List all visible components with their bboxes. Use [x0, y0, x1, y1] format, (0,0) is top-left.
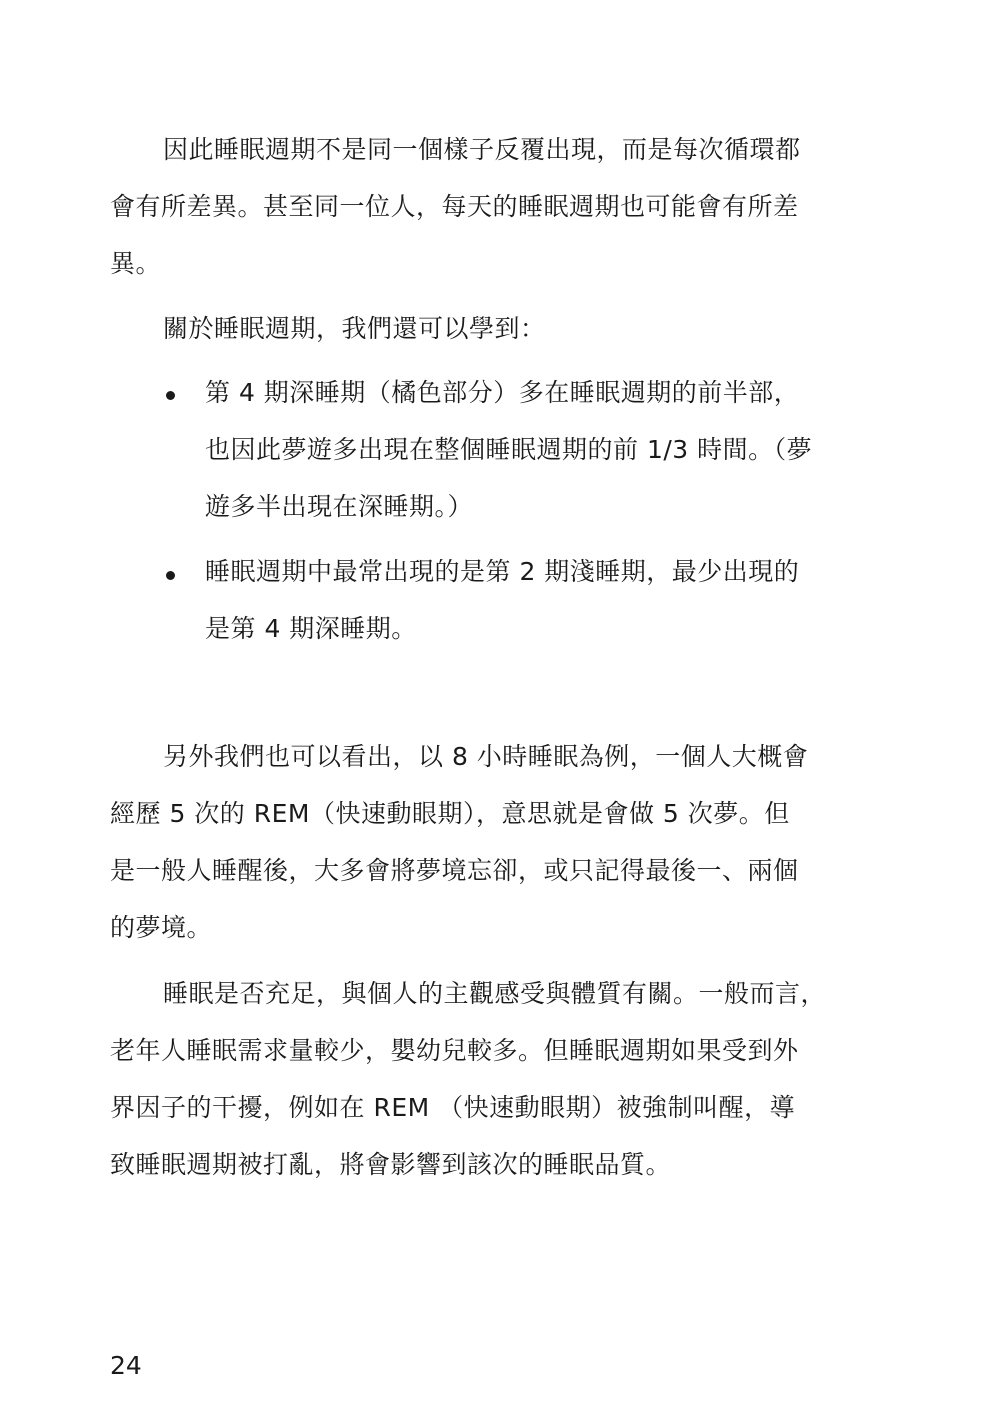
- bullet-2-line-2: 是第 4 期深睡期。: [205, 614, 417, 643]
- paragraph-3-line-4: 的夢境。: [110, 913, 213, 942]
- bullet-2-line-1: 睡眠週期中最常出現的是第 2 期淺睡期，最少出現的: [205, 557, 800, 586]
- bullet-2-dot: [166, 571, 175, 580]
- paragraph-3-line-3: 是一般人睡醒後，大多會將夢境忘卻，或只記得最後一、兩個: [110, 856, 799, 885]
- paragraph-3-line-1: 另外我們也可以看出，以 8 小時睡眠為例，一個人大概會: [163, 742, 809, 771]
- bullet-1-line-2: 也因此夢遊多出現在整個睡眠週期的前 1/3 時間。（夢: [205, 435, 813, 464]
- paragraph-3-line-2: 經歷 5 次的 REM（快速動眼期），意思就是會做 5 次夢。但: [110, 799, 790, 828]
- paragraph-4-line-2: 老年人睡眠需求量較少，嬰幼兒較多。但睡眠週期如果受到外: [110, 1036, 799, 1065]
- paragraph-4-line-4: 致睡眠週期被打亂，將會影響到該次的睡眠品質。: [110, 1150, 672, 1179]
- page-number: 24: [110, 1351, 142, 1380]
- bullet-1-line-3: 遊多半出現在深睡期。）: [205, 492, 474, 521]
- paragraph-1-line-1: 因此睡眠週期不是同一個樣子反覆出現，而是每次循環都: [163, 135, 801, 164]
- paragraph-4-line-3: 界因子的干擾，例如在 REM （快速動眼期）被強制叫醒，導: [110, 1093, 796, 1122]
- paragraph-4-line-1: 睡眠是否充足，與個人的主觀感受與體質有關。一般而言，: [163, 979, 827, 1008]
- bullet-1-dot: [166, 391, 175, 400]
- paragraph-1-line-3: 異。: [110, 249, 162, 278]
- paragraph-2-line-1: 關於睡眠週期，我們還可以學到：: [163, 314, 546, 343]
- paragraph-1-line-2: 會有所差異。甚至同一位人，每天的睡眠週期也可能會有所差: [110, 192, 799, 221]
- bullet-1-line-1: 第 4 期深睡期（橘色部分）多在睡眠週期的前半部，: [205, 378, 800, 407]
